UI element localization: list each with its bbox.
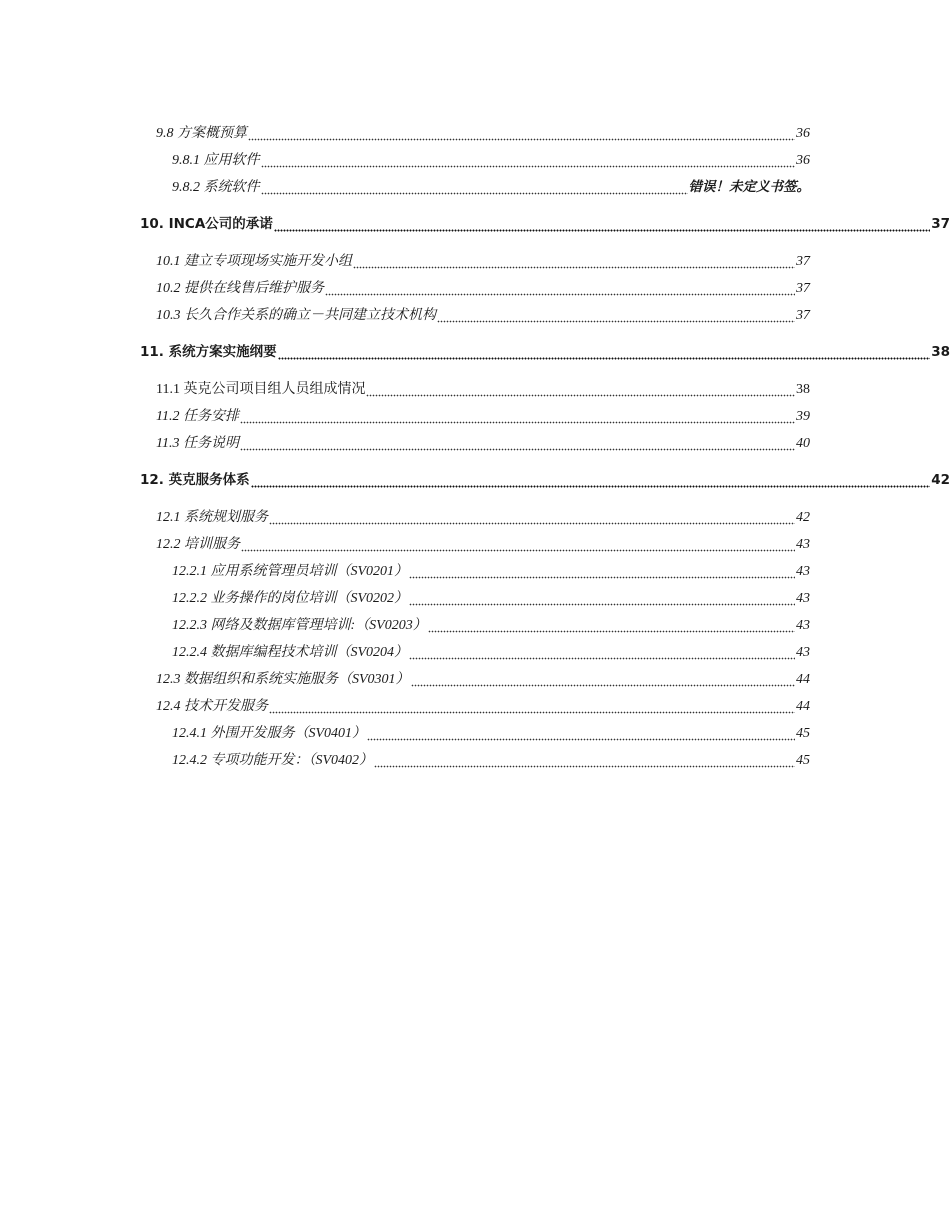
toc-entry[interactable] <box>0 637 810 664</box>
toc-entry[interactable] <box>0 718 810 745</box>
toc-entry[interactable] <box>0 428 810 455</box>
toc-entry-page: 37 <box>931 216 950 232</box>
toc-entry-title: 12.2.1 应用系统管理员培训（SV0201） <box>172 564 409 579</box>
toc-entry-page: 43 <box>796 564 810 579</box>
toc-entry[interactable] <box>0 664 810 691</box>
toc-entry-title: 12.4.1 外围开发服务（SV0401） <box>172 726 367 741</box>
toc-dot-leader <box>366 381 795 398</box>
toc-entry[interactable] <box>0 556 810 583</box>
toc-entry-page: 38 <box>796 382 810 397</box>
toc-entry-title: 10.2 提供在线售后维护服务 <box>156 281 324 296</box>
toc-entry-page: 38 <box>931 344 950 360</box>
toc-dot-leader <box>248 125 795 142</box>
toc-entry-title: 12.4 技术开发服务 <box>156 699 268 714</box>
toc-entry[interactable] <box>0 172 810 199</box>
toc-dot-leader <box>409 590 795 607</box>
toc-entry-title: 9.8 方案概预算 <box>156 126 247 141</box>
toc-entry[interactable] <box>0 145 810 172</box>
toc-entry-title: 12.2.3 网络及数据库管理培训:（SV0203） <box>172 618 427 633</box>
toc-entry-page: 45 <box>796 726 810 741</box>
toc-entry-page: 43 <box>796 618 810 633</box>
toc-dot-leader <box>251 472 931 489</box>
toc-entry-page: 37 <box>796 281 810 296</box>
toc-chapter-entry[interactable] <box>0 337 950 364</box>
toc-entry-title: 11.2 任务安排 <box>156 409 239 424</box>
toc-dot-leader <box>269 698 795 715</box>
toc-dot-leader <box>261 152 796 169</box>
toc-entry-title: 12. 英克服务体系 <box>140 472 250 488</box>
toc-entry-page: 43 <box>796 591 810 606</box>
toc-entry[interactable] <box>0 118 810 145</box>
toc-dot-leader <box>409 644 795 661</box>
toc-entry-page: 44 <box>796 699 810 714</box>
toc-entry-page: 42 <box>796 510 810 525</box>
toc-entry[interactable] <box>0 583 810 610</box>
toc-entry-page: 37 <box>796 254 810 269</box>
toc-entry-title: 10. INCA公司的承诺 <box>140 216 273 232</box>
toc-dot-leader <box>437 307 795 324</box>
toc-entry-title: 12.4.2 专项功能开发：（SV0402） <box>172 753 374 768</box>
toc-entry-title: 11. 系统方案实施纲要 <box>140 344 277 360</box>
toc-dot-leader <box>411 671 795 688</box>
toc-dot-leader <box>374 752 795 769</box>
toc-entry-page: 43 <box>796 537 810 552</box>
toc-entry-title: 12.3 数据组织和系统实施服务（SV0301） <box>156 672 410 687</box>
toc-entry-page: 37 <box>796 308 810 323</box>
toc-entry[interactable] <box>0 691 810 718</box>
toc-entry-page: 43 <box>796 645 810 660</box>
toc-dot-leader <box>428 617 795 634</box>
toc-dot-leader <box>278 344 931 361</box>
toc-entry[interactable] <box>0 374 810 401</box>
toc-entry[interactable] <box>0 502 810 529</box>
toc-entry[interactable] <box>0 300 810 327</box>
toc-entry-title: 9.8.2 系统软件 <box>172 180 260 195</box>
toc-entry[interactable] <box>0 610 810 637</box>
toc-chapter-entry[interactable] <box>0 465 950 492</box>
toc-entry-page: 36 <box>796 153 810 168</box>
toc-dot-leader <box>367 725 795 742</box>
toc-entry-title: 11.1 英克公司项目组人员组成情况 <box>156 382 366 397</box>
toc-entry[interactable] <box>0 745 810 772</box>
toc-entry-page: 40 <box>796 436 810 451</box>
toc-entry-page: 42 <box>931 472 950 488</box>
toc-entry-page: 36 <box>796 126 810 141</box>
toc-dot-leader <box>353 253 795 270</box>
toc-entry[interactable] <box>0 401 810 428</box>
toc-chapter-entry[interactable] <box>0 209 950 236</box>
toc-entry-title: 9.8.1 应用软件 <box>172 153 260 168</box>
toc-entry-title: 11.3 任务说明 <box>156 436 239 451</box>
toc-entry-page: 39 <box>796 409 810 424</box>
toc-entry-title: 10.3 长久合作关系的确立－共同建立技术机构 <box>156 308 436 323</box>
toc-entry-title: 12.1 系统规划服务 <box>156 510 268 525</box>
table-of-contents <box>0 118 950 772</box>
toc-dot-leader <box>325 280 795 297</box>
toc-dot-leader <box>269 509 795 526</box>
toc-dot-leader <box>241 536 795 553</box>
toc-entry-title: 12.2.4 数据库编程技术培训（SV0204） <box>172 645 409 660</box>
toc-entry[interactable] <box>0 246 810 273</box>
toc-entry-page-error: 错误！未定义书签。 <box>688 179 810 195</box>
toc-dot-leader <box>274 216 930 233</box>
toc-dot-leader <box>240 408 795 425</box>
toc-entry[interactable] <box>0 529 810 556</box>
toc-entry-page: 44 <box>796 672 810 687</box>
toc-entry-title: 12.2 培训服务 <box>156 537 240 552</box>
toc-dot-leader <box>409 563 795 580</box>
toc-entry-title: 10.1 建立专项现场实施开发小组 <box>156 254 352 269</box>
toc-entry-page: 45 <box>796 753 810 768</box>
toc-dot-leader <box>261 179 688 196</box>
toc-entry-title: 12.2.2 业务操作的岗位培训（SV0202） <box>172 591 409 606</box>
toc-dot-leader <box>240 435 795 452</box>
toc-entry[interactable] <box>0 273 810 300</box>
